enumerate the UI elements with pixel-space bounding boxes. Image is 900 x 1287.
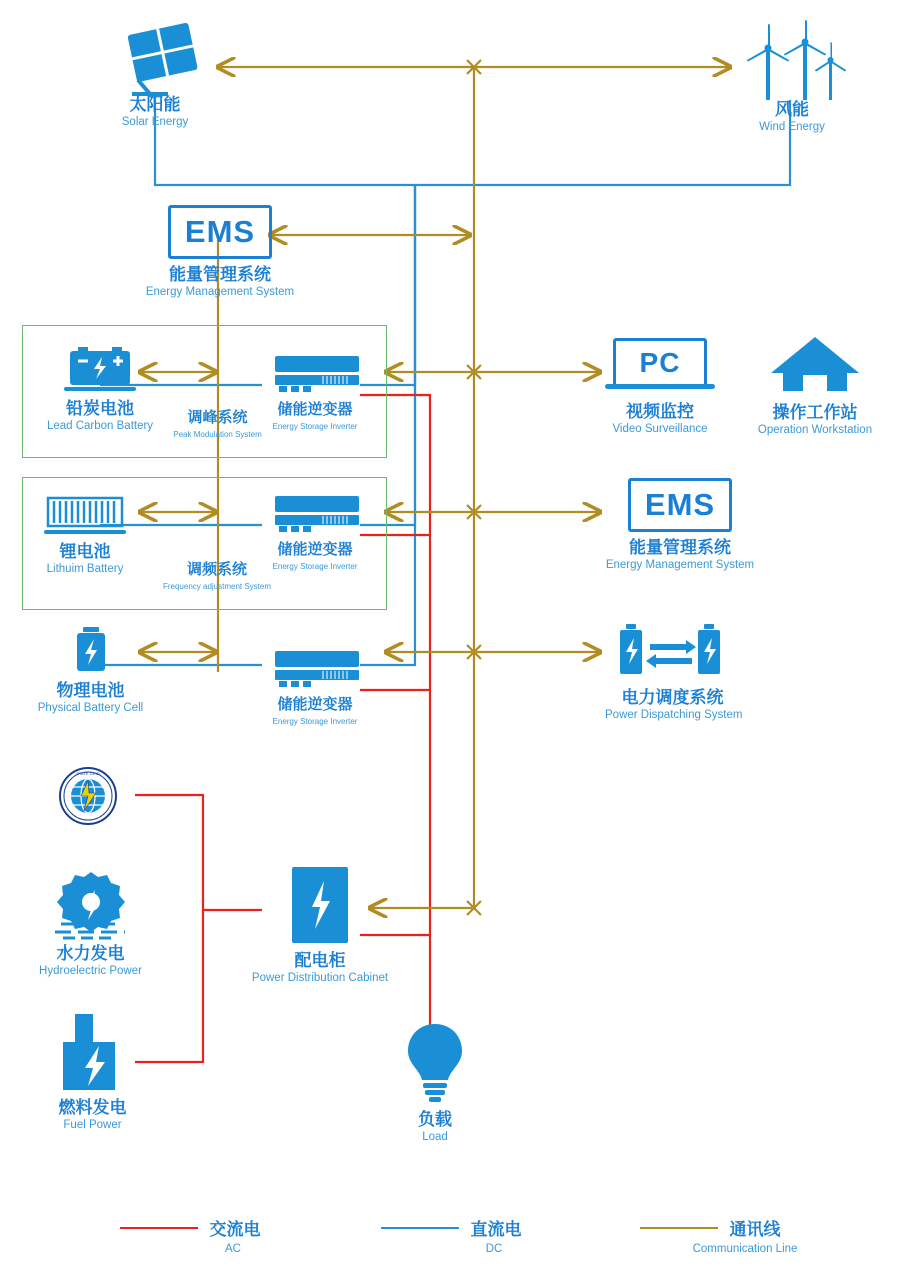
ems-label: EMS	[644, 487, 716, 522]
node-label-en: Energy Management System	[605, 559, 755, 571]
legend-label-cn: 直流电	[470, 1220, 522, 1239]
solar-panel-icon	[110, 20, 200, 95]
state-grid-text: STATE GRID	[76, 771, 100, 776]
node-load[interactable]	[375, 1020, 495, 1144]
node-label-cn: 储能逆变器	[277, 401, 353, 418]
inverter-icon	[265, 645, 365, 693]
state-grid-logo-icon	[43, 765, 133, 827]
node-label-cn: 调峰系统	[187, 409, 248, 426]
legend-label-cn: 交流电	[209, 1220, 261, 1239]
node-label-cn: 电力调度系统	[621, 688, 724, 707]
cabinet-icon	[284, 865, 356, 945]
legend-label-en: AC	[225, 1243, 241, 1255]
node-ems-top[interactable]	[140, 205, 300, 299]
node-label-en: Peak Modulation System	[173, 430, 262, 439]
node-label-en: Power Distribution Cabinet	[251, 972, 389, 984]
inverter-icon	[265, 350, 365, 398]
node-label-en: Energy Management System	[145, 286, 295, 298]
node-label-cn: 水力发电	[56, 944, 125, 963]
node-label-cn: 铅炭电池	[66, 399, 134, 418]
legend-ac	[110, 1215, 270, 1255]
node-label-cn: 风能	[775, 100, 809, 119]
node-label-cn: 太阳能	[129, 95, 181, 114]
pc-label: PC	[639, 347, 681, 378]
node-video-surveillance[interactable]	[595, 338, 725, 436]
inverter-icon	[265, 490, 365, 538]
legend-line-dc	[381, 1227, 459, 1229]
ems-box-icon	[628, 478, 732, 532]
legend-line-ac	[120, 1227, 198, 1229]
factory-icon	[53, 1012, 133, 1094]
legend-label-en: Communication Line	[692, 1243, 798, 1255]
node-operation-workstation[interactable]	[750, 335, 880, 437]
node-label-cn: 储能逆变器	[277, 696, 353, 713]
legend-dc	[366, 1215, 536, 1255]
ems-box-icon	[168, 205, 272, 259]
node-hydroelectric[interactable]	[28, 868, 153, 978]
lithium-rack-icon	[42, 492, 128, 538]
laptop-icon	[613, 338, 707, 388]
node-label-en: Lithuim Battery	[46, 563, 124, 575]
node-fuel-power[interactable]	[30, 1012, 155, 1132]
battery-icon	[56, 345, 144, 395]
node-wind[interactable]	[732, 20, 852, 134]
house-icon	[769, 335, 861, 395]
bulb-icon	[400, 1020, 470, 1106]
legend-label-en: DC	[485, 1243, 503, 1255]
node-label-en: Power Dispatching System	[605, 709, 743, 721]
node-label-en: Lead Carbon Battery	[46, 420, 154, 432]
node-label-en: Load	[422, 1131, 448, 1143]
node-label-cn: 配电柜	[294, 951, 346, 970]
cell-icon	[61, 625, 121, 677]
wind-turbine-icon	[737, 20, 847, 100]
node-label-en: Operation Workstation	[757, 424, 873, 436]
legend-label-cn: 通讯线	[729, 1220, 781, 1239]
ems-label: EMS	[184, 214, 256, 249]
laptop-base-icon	[605, 382, 715, 392]
node-physical-battery[interactable]	[28, 625, 153, 715]
node-label-en: Solar Energy	[121, 116, 189, 128]
node-label-cn: 负载	[418, 1110, 452, 1129]
node-label-en: Energy Storage Inverter	[272, 422, 358, 431]
node-label-cn: 物理电池	[56, 681, 125, 700]
node-ems-mid[interactable]	[600, 478, 760, 572]
node-inverter-1[interactable]	[250, 350, 380, 434]
node-label-cn: 操作工作站	[772, 403, 858, 422]
legend-comm	[585, 1215, 835, 1255]
node-label-cn: 燃料发电	[58, 1098, 127, 1117]
hydro-gear-icon	[45, 868, 137, 940]
node-label-cn: 能量管理系统	[629, 538, 731, 557]
node-distribution-cabinet[interactable]	[245, 865, 395, 985]
node-label-en: Energy Storage Inverter	[272, 562, 358, 571]
node-lithium-battery[interactable]	[20, 492, 150, 576]
node-inverter-2[interactable]	[250, 490, 380, 574]
battery-exchange-icon	[608, 620, 738, 682]
node-power-dispatching[interactable]	[605, 620, 743, 722]
node-label-cn: 能量管理系统	[169, 265, 271, 284]
node-label-cn: 锂电池	[59, 542, 111, 561]
node-label-cn: 调频系统	[186, 561, 247, 578]
node-state-grid[interactable]	[38, 765, 138, 827]
node-label-cn: 视频监控	[626, 402, 694, 421]
node-inverter-3[interactable]	[250, 645, 380, 729]
node-label-en: Fuel Power	[63, 1119, 122, 1131]
node-solar[interactable]	[95, 20, 215, 129]
node-label-en: Hydroelectric Power	[39, 965, 142, 977]
node-label-en: Physical Battery Cell	[37, 702, 144, 714]
node-label-en: Frequency adjustment System	[162, 582, 272, 591]
node-label-cn: 储能逆变器	[277, 541, 353, 558]
node-label-en: Video Surveillance	[612, 423, 708, 435]
legend-line-comm	[640, 1227, 718, 1229]
node-lead-carbon-battery[interactable]	[30, 345, 170, 433]
node-label-en: Wind Energy	[759, 121, 825, 133]
node-label-en: Energy Storage Inverter	[272, 717, 358, 726]
